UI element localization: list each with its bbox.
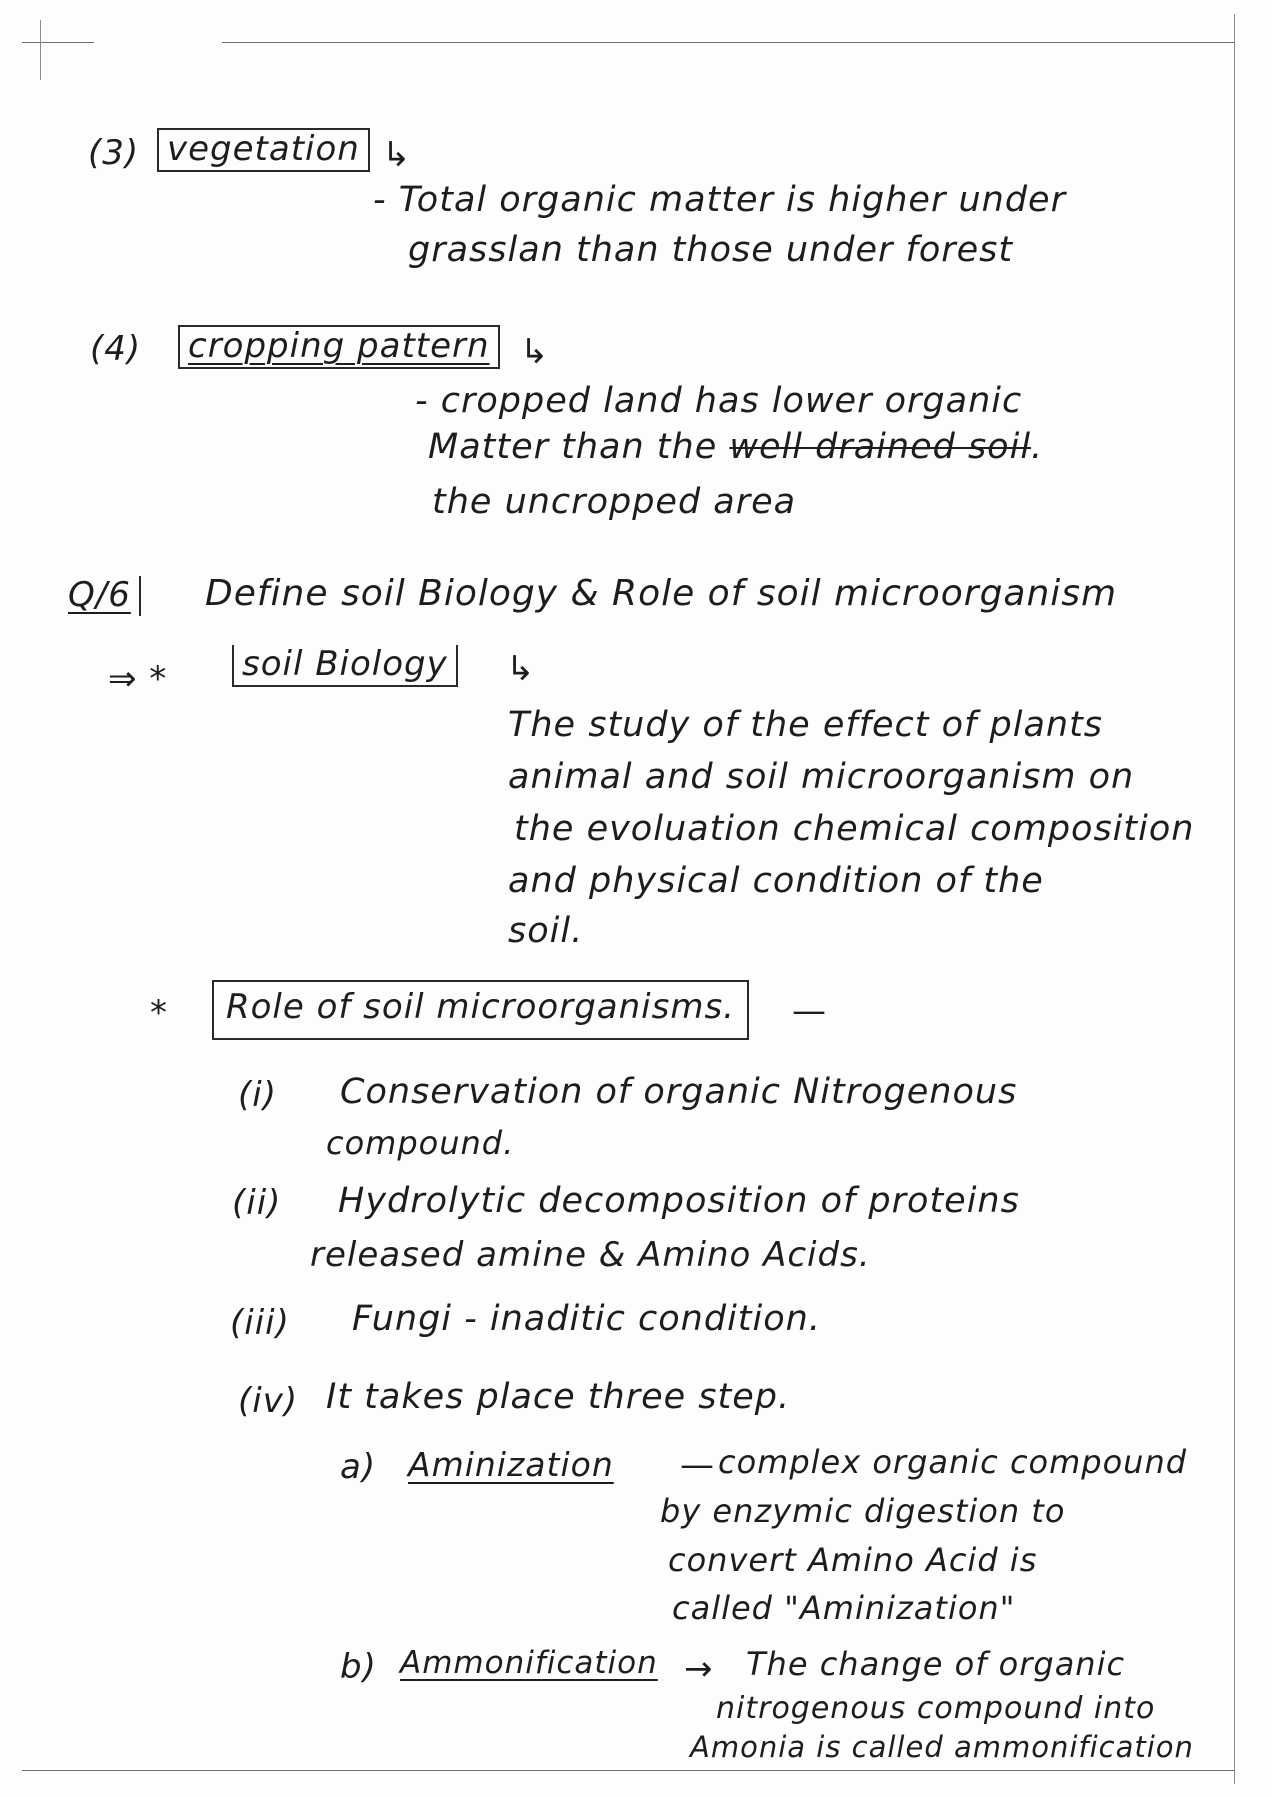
- section-4-struck-text: well drained soil: [729, 427, 1032, 467]
- role-item-4-number: (iv): [238, 1381, 299, 1421]
- section-4-line-3: the uncropped area: [432, 482, 797, 522]
- soil-biology-marker: ⇒ *: [108, 659, 168, 699]
- role-item-2-line-2: released amine & Amino Acids.: [310, 1235, 871, 1275]
- right-margin-line: [1234, 14, 1235, 1784]
- section-4-arrow-icon: ↳: [520, 332, 550, 372]
- soil-biology-line-2: animal and soil microorganism on: [508, 757, 1135, 797]
- section-4-heading: cropping pattern: [178, 325, 500, 369]
- step-a-line-3: convert Amino Acid is: [668, 1541, 1038, 1579]
- section-3-line-1: - Total organic matter is higher under: [373, 180, 1066, 220]
- soil-biology-heading: soil Biology: [232, 645, 458, 687]
- step-a-line-2: by enzymic digestion to: [660, 1492, 1066, 1530]
- role-item-2-number: (ii): [232, 1183, 282, 1223]
- step-b-term: Ammonification: [400, 1645, 658, 1681]
- bottom-rule: [22, 1770, 1234, 1771]
- soil-biology-arrow-icon: ↳: [506, 649, 536, 689]
- soil-biology-line-4: and physical condition of the: [508, 861, 1044, 901]
- question-label: Q/6: [66, 576, 141, 616]
- role-item-3-line-1: Fungi - inaditic condition.: [352, 1299, 821, 1339]
- soil-biology-line-5: soil.: [508, 911, 584, 951]
- step-b-line-3: Amonia is called ammonification: [690, 1730, 1194, 1764]
- step-a-line-4: called "Aminization": [672, 1589, 1016, 1627]
- section-3-number: (3): [88, 133, 140, 173]
- step-a-line-1: complex organic compound: [718, 1443, 1188, 1481]
- role-item-2-line-1: Hydrolytic decomposition of proteins: [338, 1181, 1020, 1221]
- question-text: Define soil Biology & Role of soil microorganism: [205, 573, 1118, 614]
- role-heading: Role of soil microorganisms.: [212, 980, 749, 1040]
- role-marker: *: [150, 993, 168, 1033]
- soil-biology-line-1: The study of the effect of plants: [508, 705, 1104, 745]
- step-b-arrow-icon: →: [684, 1649, 714, 1689]
- role-item-3-number: (iii): [230, 1303, 290, 1343]
- role-item-4-line-1: It takes place three step.: [326, 1377, 791, 1417]
- left-margin-line: [40, 20, 41, 80]
- role-item-1-line-1: Conservation of organic Nitrogenous: [340, 1072, 1018, 1112]
- top-rule-right: [222, 42, 1234, 43]
- section-3-arrow-icon: ↳: [382, 135, 412, 175]
- role-dash: —: [792, 991, 827, 1031]
- step-a-term: Aminization: [408, 1445, 614, 1484]
- section-4-line-2: [428, 427, 1044, 467]
- role-item-1-number: (i): [238, 1075, 277, 1115]
- section-4-number: (4): [90, 329, 142, 369]
- section-4-line-1: - cropped land has lower organic: [415, 381, 1023, 421]
- top-rule-left: [22, 42, 94, 43]
- step-b-line-2: nitrogenous compound into: [716, 1691, 1156, 1726]
- section-3-line-2: grasslan than those under forest: [408, 230, 1014, 270]
- role-item-1-line-2: compound.: [326, 1124, 515, 1162]
- step-a-letter: a): [340, 1447, 377, 1487]
- section-3-heading: vegetation: [157, 128, 370, 172]
- soil-biology-line-3: the evoluation chemical composition: [514, 809, 1195, 849]
- section-4-line-2-text: Matter than the: [428, 427, 730, 467]
- section-4-line-2-end: .: [1031, 427, 1044, 467]
- step-a-separator: —: [680, 1445, 715, 1485]
- step-b-line-1: The change of organic: [746, 1645, 1126, 1683]
- step-b-letter: b): [340, 1647, 377, 1687]
